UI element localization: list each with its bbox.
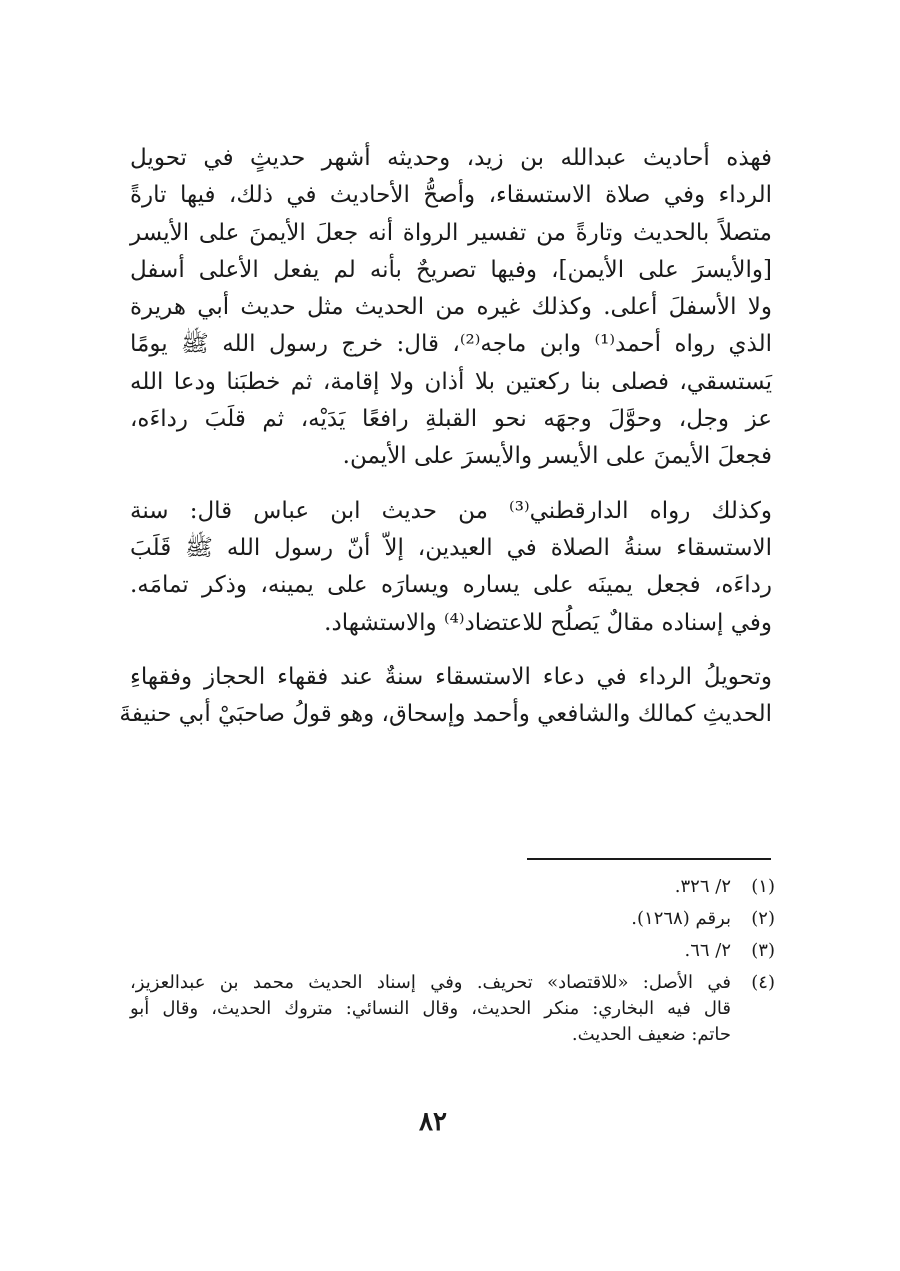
- text-line: الذي رواه أحمد⁽¹⁾ وابن ماجه⁽²⁾، قال: خرج رسول الله ﷺ يومًا: [130, 331, 772, 358]
- page-number: ٨٢: [419, 1107, 447, 1137]
- footnote-text: [130, 906, 731, 932]
- footnote-3: [130, 938, 775, 964]
- text-line: يَستسقي، فصلى بنا ركعتين بلا أذان ولا إقامة، ثم خطبَنا ودعا الله: [130, 368, 772, 395]
- footnote-line: برقم (١٢٦٨).: [631, 908, 731, 929]
- text-line: عز وجل، وحوَّلَ وجهَه نحو القبلةِ رافعًا يَدَيْه، ثم قلَبَ رداءَه،: [130, 406, 772, 433]
- footnote-separator: [527, 858, 771, 860]
- footnote-1: [130, 874, 775, 900]
- text-line: وكذلك رواه الدارقطني⁽³⁾ من حديث ابن عباس قال: سنة: [130, 497, 772, 524]
- text-line: ولا الأسفلَ أعلى. وكذلك غيره من الحديث مثل حديث أبي هريرة: [130, 294, 772, 321]
- paragraph-3: [119, 659, 772, 734]
- paragraph-2: [130, 493, 772, 642]
- footnote-number: (٣): [751, 940, 775, 961]
- footnote-line: ٢/ ٣٢٦.: [674, 876, 731, 897]
- text-line: وتحويلُ الرداء في دعاء الاستسقاء سنةٌ عند فقهاء الحجاز وفقهاءِ: [130, 663, 772, 690]
- footnote-4: [130, 970, 775, 1048]
- footnote-text: [130, 874, 731, 900]
- main-text: [119, 140, 772, 733]
- text-line: وفي إسناده مقالٌ يَصلُح للاعتضاد⁽⁴⁾ والاستشهاد.: [324, 609, 772, 636]
- text-line: الحديثِ كمالك والشافعي وأحمد وإسحاق، وهو قولُ صاحبَيْ أبي حنيفةَ: [119, 701, 772, 728]
- text-line: فجعلَ الأيمنَ على الأيسر والأيسرَ على الأيمن.: [342, 443, 772, 470]
- footnote-number: (١): [751, 876, 775, 897]
- text-line: متصلاً بالحديث وتارةً من تفسير الرواة أنه جعلَ الأيمنَ على الأيسر: [130, 219, 772, 246]
- text-line: [والأيسرَ على الأيمن]، وفيها تصريحٌ بأنه لم يفعل الأعلى أسفل: [130, 256, 772, 283]
- footnote-line: قال فيه البخاري: منكر الحديث، وقال النسائي: متروك الحديث، وقال أبو: [130, 998, 731, 1019]
- text-line: الاستسقاء سنةُ الصلاة في العيدين، إلاّ أنّ رسول الله ﷺ قَلَبَ: [130, 534, 772, 561]
- text-line: فهذه أحاديث عبدالله بن زيد، وحديثه أشهر حديثٍ في تحويل: [130, 145, 772, 171]
- footnote-text: [130, 938, 731, 964]
- footnote-line: حاتم: ضعيف الحديث.: [571, 1024, 731, 1045]
- text-line: رداءَه، فجعل يمينَه على يساره ويسارَه على يمينه، وذكر تمامَه.: [130, 572, 772, 599]
- footnote-line: ٢/ ٦٦.: [684, 940, 731, 961]
- footnote-2: [130, 906, 775, 932]
- paragraph-1: [130, 140, 772, 476]
- footnote-number: (٢): [751, 908, 775, 929]
- footnote-number: (٤): [751, 972, 775, 993]
- footnote-text: [130, 970, 731, 1048]
- text-line: الرداء وفي صلاة الاستسقاء، وأصحُّ الأحاديث في ذلك، فيها تارةً: [130, 182, 772, 209]
- footnotes: [130, 874, 775, 1054]
- footnote-line: في الأصل: «للاقتصاد» تحريف. وفي إسناد الحديث محمد بن عبدالعزيز،: [130, 972, 731, 993]
